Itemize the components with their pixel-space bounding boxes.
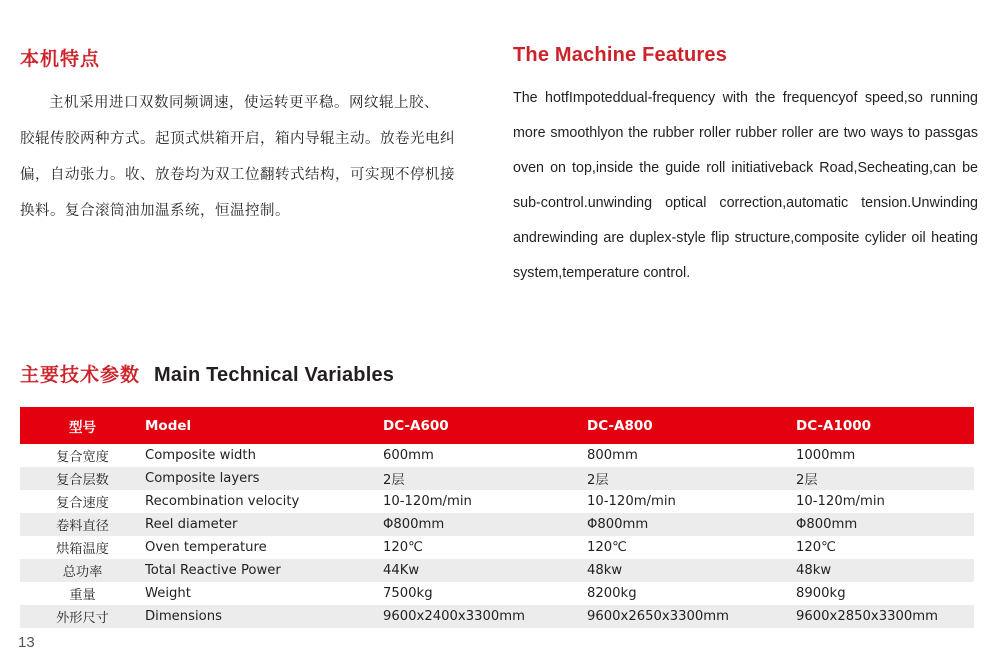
- page-number: 13: [18, 634, 35, 651]
- row-4-cell-0: 烘箱温度: [20, 536, 145, 559]
- features-heading-cn: 本机特点: [20, 48, 101, 70]
- features-body-en: The hotfImpoteddual-frequency with the frequencyof speed,so running more smoothlyon the rubber roller rubber roller are two ways to passgas oven on top,inside the guide roll initiativeback Road,Secheating,can be sub-control.unwinding optical correction,automatic tension.Unwinding andrewinding are duplex-style flip structure,composite cylider oil heating system,temperature control.: [513, 90, 978, 281]
- row-2-cell-3: 10-120m/min: [587, 490, 796, 513]
- features-body-cn: 主机采用进口双数同频调速，使运转更平稳。网纹辊上胶、 胶辊传胶两种方式。起顶式烘箱开启，箱内导辊主动。放卷光电纠偏，自动张力。收、放卷均为双工位翻转式结构，可实现不停机接换料。复合滚筒油加温系统，恒温控制。: [20, 95, 455, 219]
- table-row: [20, 444, 974, 467]
- features-column-chinese: [0, 44, 455, 291]
- row-7-cell-2: 9600x2400x3300mm: [383, 605, 587, 628]
- row-5-cell-0: 总功率: [20, 559, 145, 582]
- row-0-cell-1: Composite width: [145, 444, 383, 467]
- table-header-cell-3: DC-A800: [587, 407, 796, 444]
- row-0-cell-0: 复合宽度: [20, 444, 145, 467]
- table-row: [20, 490, 974, 513]
- row-7-cell-0: 外形尺寸: [20, 605, 145, 628]
- row-7-cell-3: 9600x2650x3300mm: [587, 605, 796, 628]
- row-2-cell-4: 10-120m/min: [796, 490, 974, 513]
- row-3-cell-3: Φ800mm: [587, 513, 796, 536]
- row-6-cell-4: 8900kg: [796, 582, 974, 605]
- row-1-cell-2: 2层: [383, 467, 587, 490]
- row-3-cell-4: Φ800mm: [796, 513, 974, 536]
- table-row: [20, 513, 974, 536]
- row-4-cell-4: 120℃: [796, 536, 974, 559]
- features-column-english: [455, 44, 1000, 291]
- table-row: [20, 536, 974, 559]
- table-row: [20, 605, 974, 628]
- row-5-cell-2: 44Kw: [383, 559, 587, 582]
- row-6-cell-0: 重量: [20, 582, 145, 605]
- table-header-row: [20, 407, 974, 444]
- spec-table-container: [20, 407, 974, 628]
- row-0-cell-3: 800mm: [587, 444, 796, 467]
- row-3-cell-1: Reel diameter: [145, 513, 383, 536]
- features-heading-en: The Machine Features: [513, 44, 728, 66]
- table-section-title: [20, 360, 394, 387]
- row-1-cell-1: Composite layers: [145, 467, 383, 490]
- row-1-cell-3: 2层: [587, 467, 796, 490]
- row-7-cell-1: Dimensions: [145, 605, 383, 628]
- row-6-cell-1: Weight: [145, 582, 383, 605]
- row-4-cell-1: Oven temperature: [145, 536, 383, 559]
- table-header-cell-4: DC-A1000: [796, 407, 974, 444]
- row-6-cell-3: 8200kg: [587, 582, 796, 605]
- row-5-cell-1: Total Reactive Power: [145, 559, 383, 582]
- table-header-cell-1: Model: [145, 407, 383, 444]
- table-row: [20, 582, 974, 605]
- row-5-cell-4: 48kw: [796, 559, 974, 582]
- table-title-en: Main Technical Variables: [154, 364, 395, 386]
- row-6-cell-2: 7500kg: [383, 582, 587, 605]
- table-header-cell-0: 型号: [20, 407, 145, 444]
- row-2-cell-2: 10-120m/min: [383, 490, 587, 513]
- row-1-cell-4: 2层: [796, 467, 974, 490]
- row-5-cell-3: 48kw: [587, 559, 796, 582]
- table-row: [20, 467, 974, 490]
- row-0-cell-2: 600mm: [383, 444, 587, 467]
- table-title-cn: 主要技术参数: [20, 364, 141, 386]
- row-2-cell-0: 复合速度: [20, 490, 145, 513]
- table-row: [20, 559, 974, 582]
- table-header-cell-2: DC-A600: [383, 407, 587, 444]
- row-4-cell-2: 120℃: [383, 536, 587, 559]
- spec-table: [20, 407, 974, 628]
- row-3-cell-0: 卷料直径: [20, 513, 145, 536]
- row-2-cell-1: Recombination velocity: [145, 490, 383, 513]
- row-3-cell-2: Φ800mm: [383, 513, 587, 536]
- row-0-cell-4: 1000mm: [796, 444, 974, 467]
- row-4-cell-3: 120℃: [587, 536, 796, 559]
- row-1-cell-0: 复合层数: [20, 467, 145, 490]
- row-7-cell-4: 9600x2850x3300mm: [796, 605, 974, 628]
- features-section: [0, 44, 1000, 291]
